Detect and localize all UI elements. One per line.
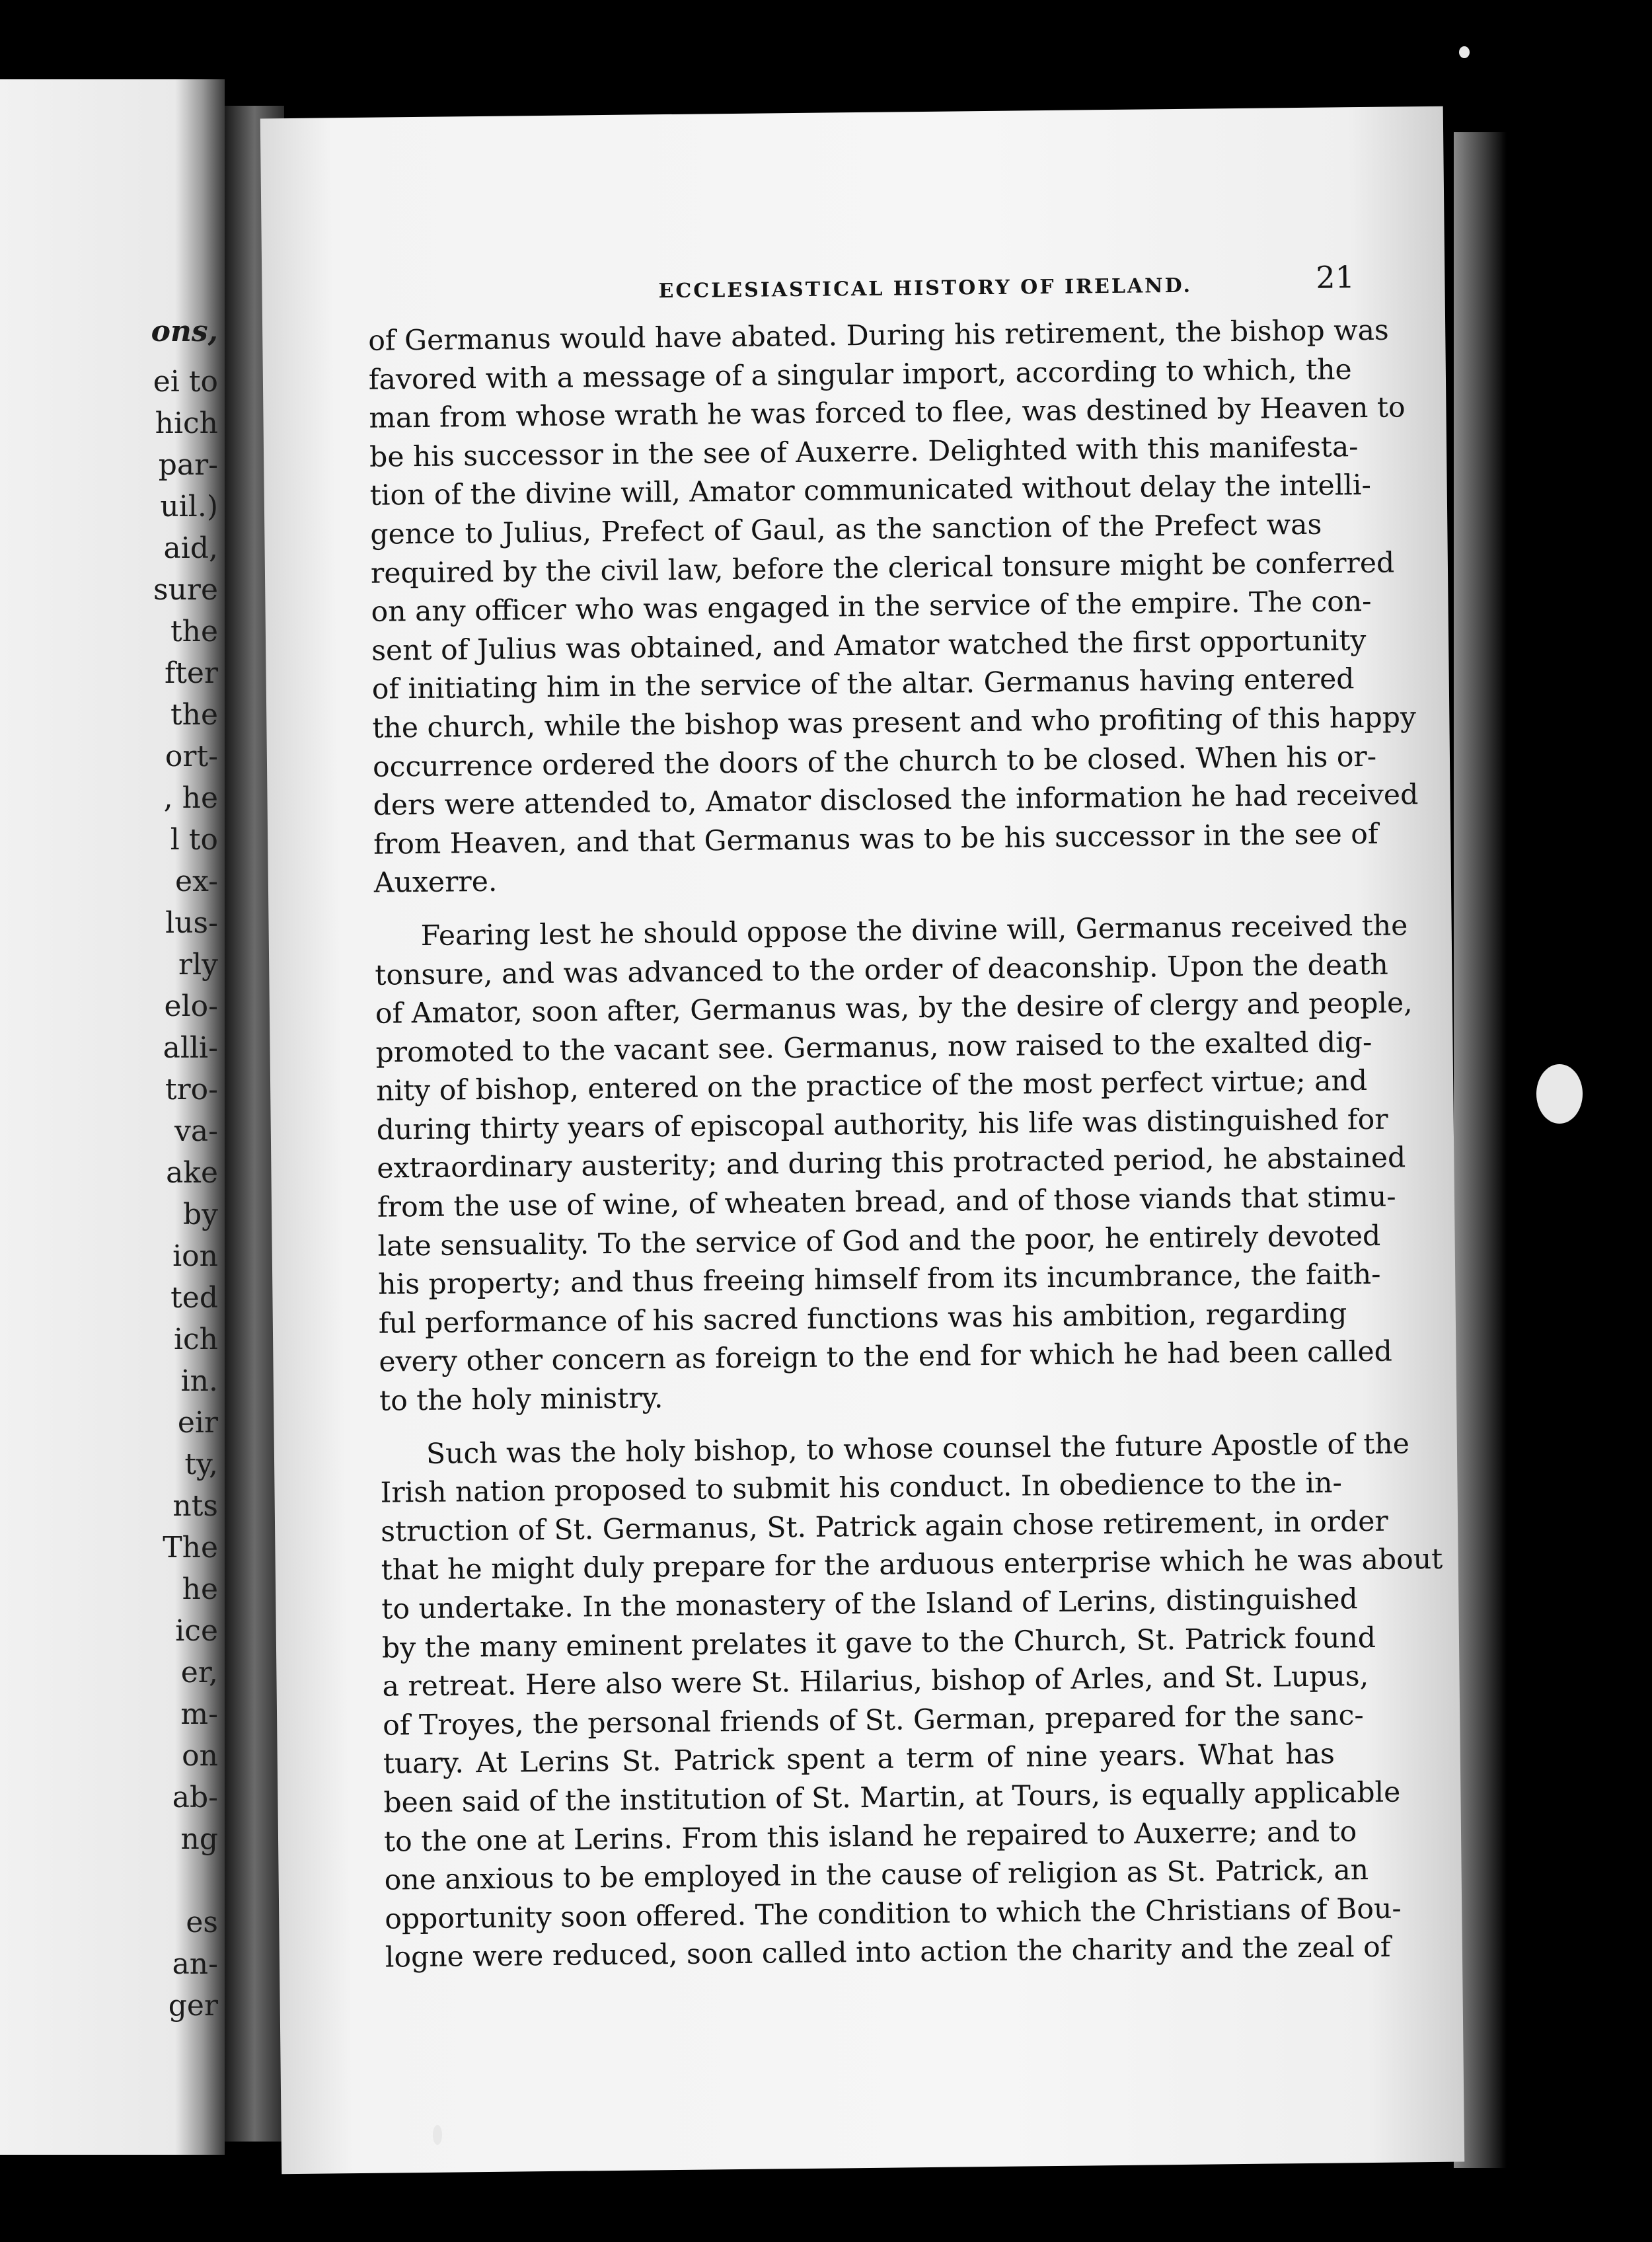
text-line: one anxious to be employed in the cause of religion as St. Patrick, an [384, 1854, 1369, 1897]
left-page-text-fragment: l to [170, 823, 218, 857]
text-line: ders were attended to, Amator disclosed the information he had received [373, 779, 1419, 822]
left-page-text-fragment: the [170, 698, 218, 732]
text-line: logne were reduced, soon called into action the charity and the zeal of [385, 1931, 1391, 1974]
left-page-text-fragment: rly [178, 948, 218, 982]
text-line: man from whose wrath he was forced to flee, was destined by Heaven to [369, 391, 1406, 435]
left-page-text-fragment: alli- [163, 1031, 218, 1065]
text-line: be his successor in the see of Auxerre. Delighted with this manifesta- [369, 430, 1359, 474]
left-page-text-fragment: aid, [163, 531, 218, 565]
left-page-text-fragment: uil.) [160, 490, 218, 523]
left-page-text-fragment: The [163, 1531, 218, 1565]
left-page-text-fragment: ort- [165, 740, 218, 773]
left-page-text-fragment: lus- [165, 906, 218, 940]
left-page-text-fragment: sure [153, 573, 218, 607]
text-line: his property; and thus freeing himself from its incumbrance, the faith- [378, 1258, 1381, 1301]
text-line: Auxerre. [373, 866, 498, 900]
text-line: extraordinary austerity; and during this protracted period, he abstained [377, 1141, 1406, 1186]
text-line: to the holy ministry. [379, 1382, 663, 1418]
text-line: sent of Julius was obtained, and Amator watched the first opportunity [371, 624, 1367, 668]
scan-artifact [433, 2125, 442, 2145]
text-line: to the one at Lerins. From this island he repaired to Auxerre; and to [383, 1815, 1357, 1859]
text-line: on any officer who was engaged in the service of the empire. The con- [371, 586, 1372, 629]
left-page-text-fragment: ger [168, 1989, 218, 2023]
text-line: nity of bishop, entered on the practice of the most perfect virtue; and [375, 1065, 1368, 1108]
page-edge-shadow [1454, 132, 1507, 2168]
paragraph [368, 313, 1419, 904]
text-line: promoted to the vacant see. Germanus, now raised to the exalted dig- [375, 1026, 1372, 1069]
left-page-text-fragment: on [182, 1739, 218, 1773]
text-line: a retreat. Here also were St. Hilarius, bishop of Arles, and St. Lupus, [382, 1660, 1369, 1703]
text-line: tuary. At Lerins St. Patrick spent a term of nine years. What has [383, 1738, 1335, 1781]
left-page-text-fragment: m- [180, 1697, 218, 1731]
left-page-text-fragment: eir [177, 1406, 218, 1440]
book-page [260, 106, 1464, 2175]
left-page-text-fragment: ng [180, 1822, 218, 1856]
left-page-text-fragment: fter [164, 656, 218, 690]
page-number: 21 [1316, 259, 1355, 295]
text-line: of Troyes, the personal friends of St. German, prepared for the sanc- [382, 1699, 1364, 1742]
left-page-text-fragment: ich [173, 1323, 218, 1356]
left-page-text-fragment: ab- [172, 1781, 218, 1814]
text-line: struction of St. Germanus, St. Patrick again chose retirement, in order [380, 1505, 1388, 1549]
left-page-text-fragment: elo- [164, 989, 218, 1023]
text-line: ful performance of his sacred functions was his ambition, regarding [378, 1297, 1347, 1340]
body-text [368, 313, 1443, 1978]
left-page-text-fragment: va- [174, 1114, 218, 1148]
scan-artifact [1459, 46, 1470, 58]
text-line: of Amator, soon after, Germanus was, by the desire of clergy and people, [375, 987, 1413, 1030]
left-page-text-fragment: by [182, 1198, 218, 1231]
text-line: of Germanus would have abated. During his retirement, the bishop was [368, 314, 1389, 358]
running-head: ECCLESIASTICAL HISTORY OF IRELAND. [658, 274, 1193, 303]
text-line: from the use of wine, of wheaten bread, and of those viands that stimu- [377, 1180, 1396, 1224]
text-line: late sensuality. To the service of God and the poor, he entirely devoted [377, 1219, 1381, 1263]
left-page-text-fragment: ake [166, 1156, 218, 1190]
text-line: gence to Julius, Prefect of Gaul, as the sanction of the Prefect was [370, 508, 1322, 551]
text-line: of initiating him in the service of the altar. Germanus having entered [371, 663, 1355, 707]
scan-artifact [1536, 1064, 1583, 1124]
left-page-text-fragment: in. [180, 1364, 218, 1398]
left-page-text-fragment: ted [170, 1281, 218, 1315]
left-page-text-fragment: hich [155, 406, 218, 440]
left-page-text-fragment: an- [172, 1947, 218, 1981]
text-line: been said of the institution of St. Martin, at Tours, is equally applicable [383, 1776, 1401, 1820]
text-line: during thirty years of episcopal authority, his life was distinguished for [376, 1103, 1388, 1147]
text-line: occurrence ordered the doors of the church to be closed. When his or- [372, 740, 1377, 784]
text-line: tion of the divine will, Amator communicated without delay the intelli- [369, 469, 1372, 513]
text-line: to undertake. In the monastery of the Island of Lerins, distinguished [381, 1583, 1358, 1626]
left-page-text-fragment: he [182, 1572, 218, 1606]
text-line: by the many eminent prelates it gave to the Church, St. Patrick found [381, 1621, 1376, 1665]
paragraph [380, 1426, 1443, 1978]
text-line: Fearing lest he should oppose the divine will, Germanus received the [420, 909, 1408, 952]
left-page-text-fragment: tro- [165, 1073, 218, 1106]
previous-page-fragment [0, 79, 225, 2155]
left-page-text-fragment: er, [180, 1656, 218, 1689]
left-page-text-fragment: par- [158, 448, 218, 482]
left-page-text-fragment: nts [172, 1489, 218, 1523]
paragraph [374, 908, 1413, 1422]
text-line: Such was the holy bishop, to whose counsel the future Apostle of the [426, 1427, 1410, 1471]
text-line: favored with a message of a singular import, according to which, the [368, 353, 1352, 397]
text-line: every other concern as foreign to the end for which he had been called [379, 1336, 1393, 1379]
text-line: the church, while the bishop was present and who profiting of this happy [372, 701, 1417, 745]
left-page-text-fragment: ion [172, 1239, 218, 1273]
text-line: Irish nation proposed to submit his conduct. In obedience to the in- [380, 1467, 1343, 1510]
text-line: that he might duly prepare for the arduous enterprise which he was about [381, 1543, 1443, 1588]
left-page-text-fragment: es [186, 1906, 218, 1939]
left-page-text-fragment: ex- [175, 865, 218, 898]
text-line: required by the civil law, before the clerical tonsure might be conferred [370, 547, 1395, 590]
text-line: opportunity soon offered. The condition to which the Christians of Bou- [385, 1892, 1402, 1936]
left-page-text-fragment: ty, [184, 1448, 218, 1481]
left-page-text-fragment: ei to [153, 365, 218, 399]
left-page-text-fragment: the [170, 615, 218, 648]
left-page-text-fragment: , he [163, 781, 218, 815]
left-page-text-fragment: ice [175, 1614, 218, 1648]
left-page-text-fragment: ons, [151, 315, 218, 348]
text-line: from Heaven, and that Germanus was to be his successor in the see of [373, 818, 1378, 861]
text-line: tonsure, and was advanced to the order of deaconship. Upon the death [375, 948, 1389, 992]
